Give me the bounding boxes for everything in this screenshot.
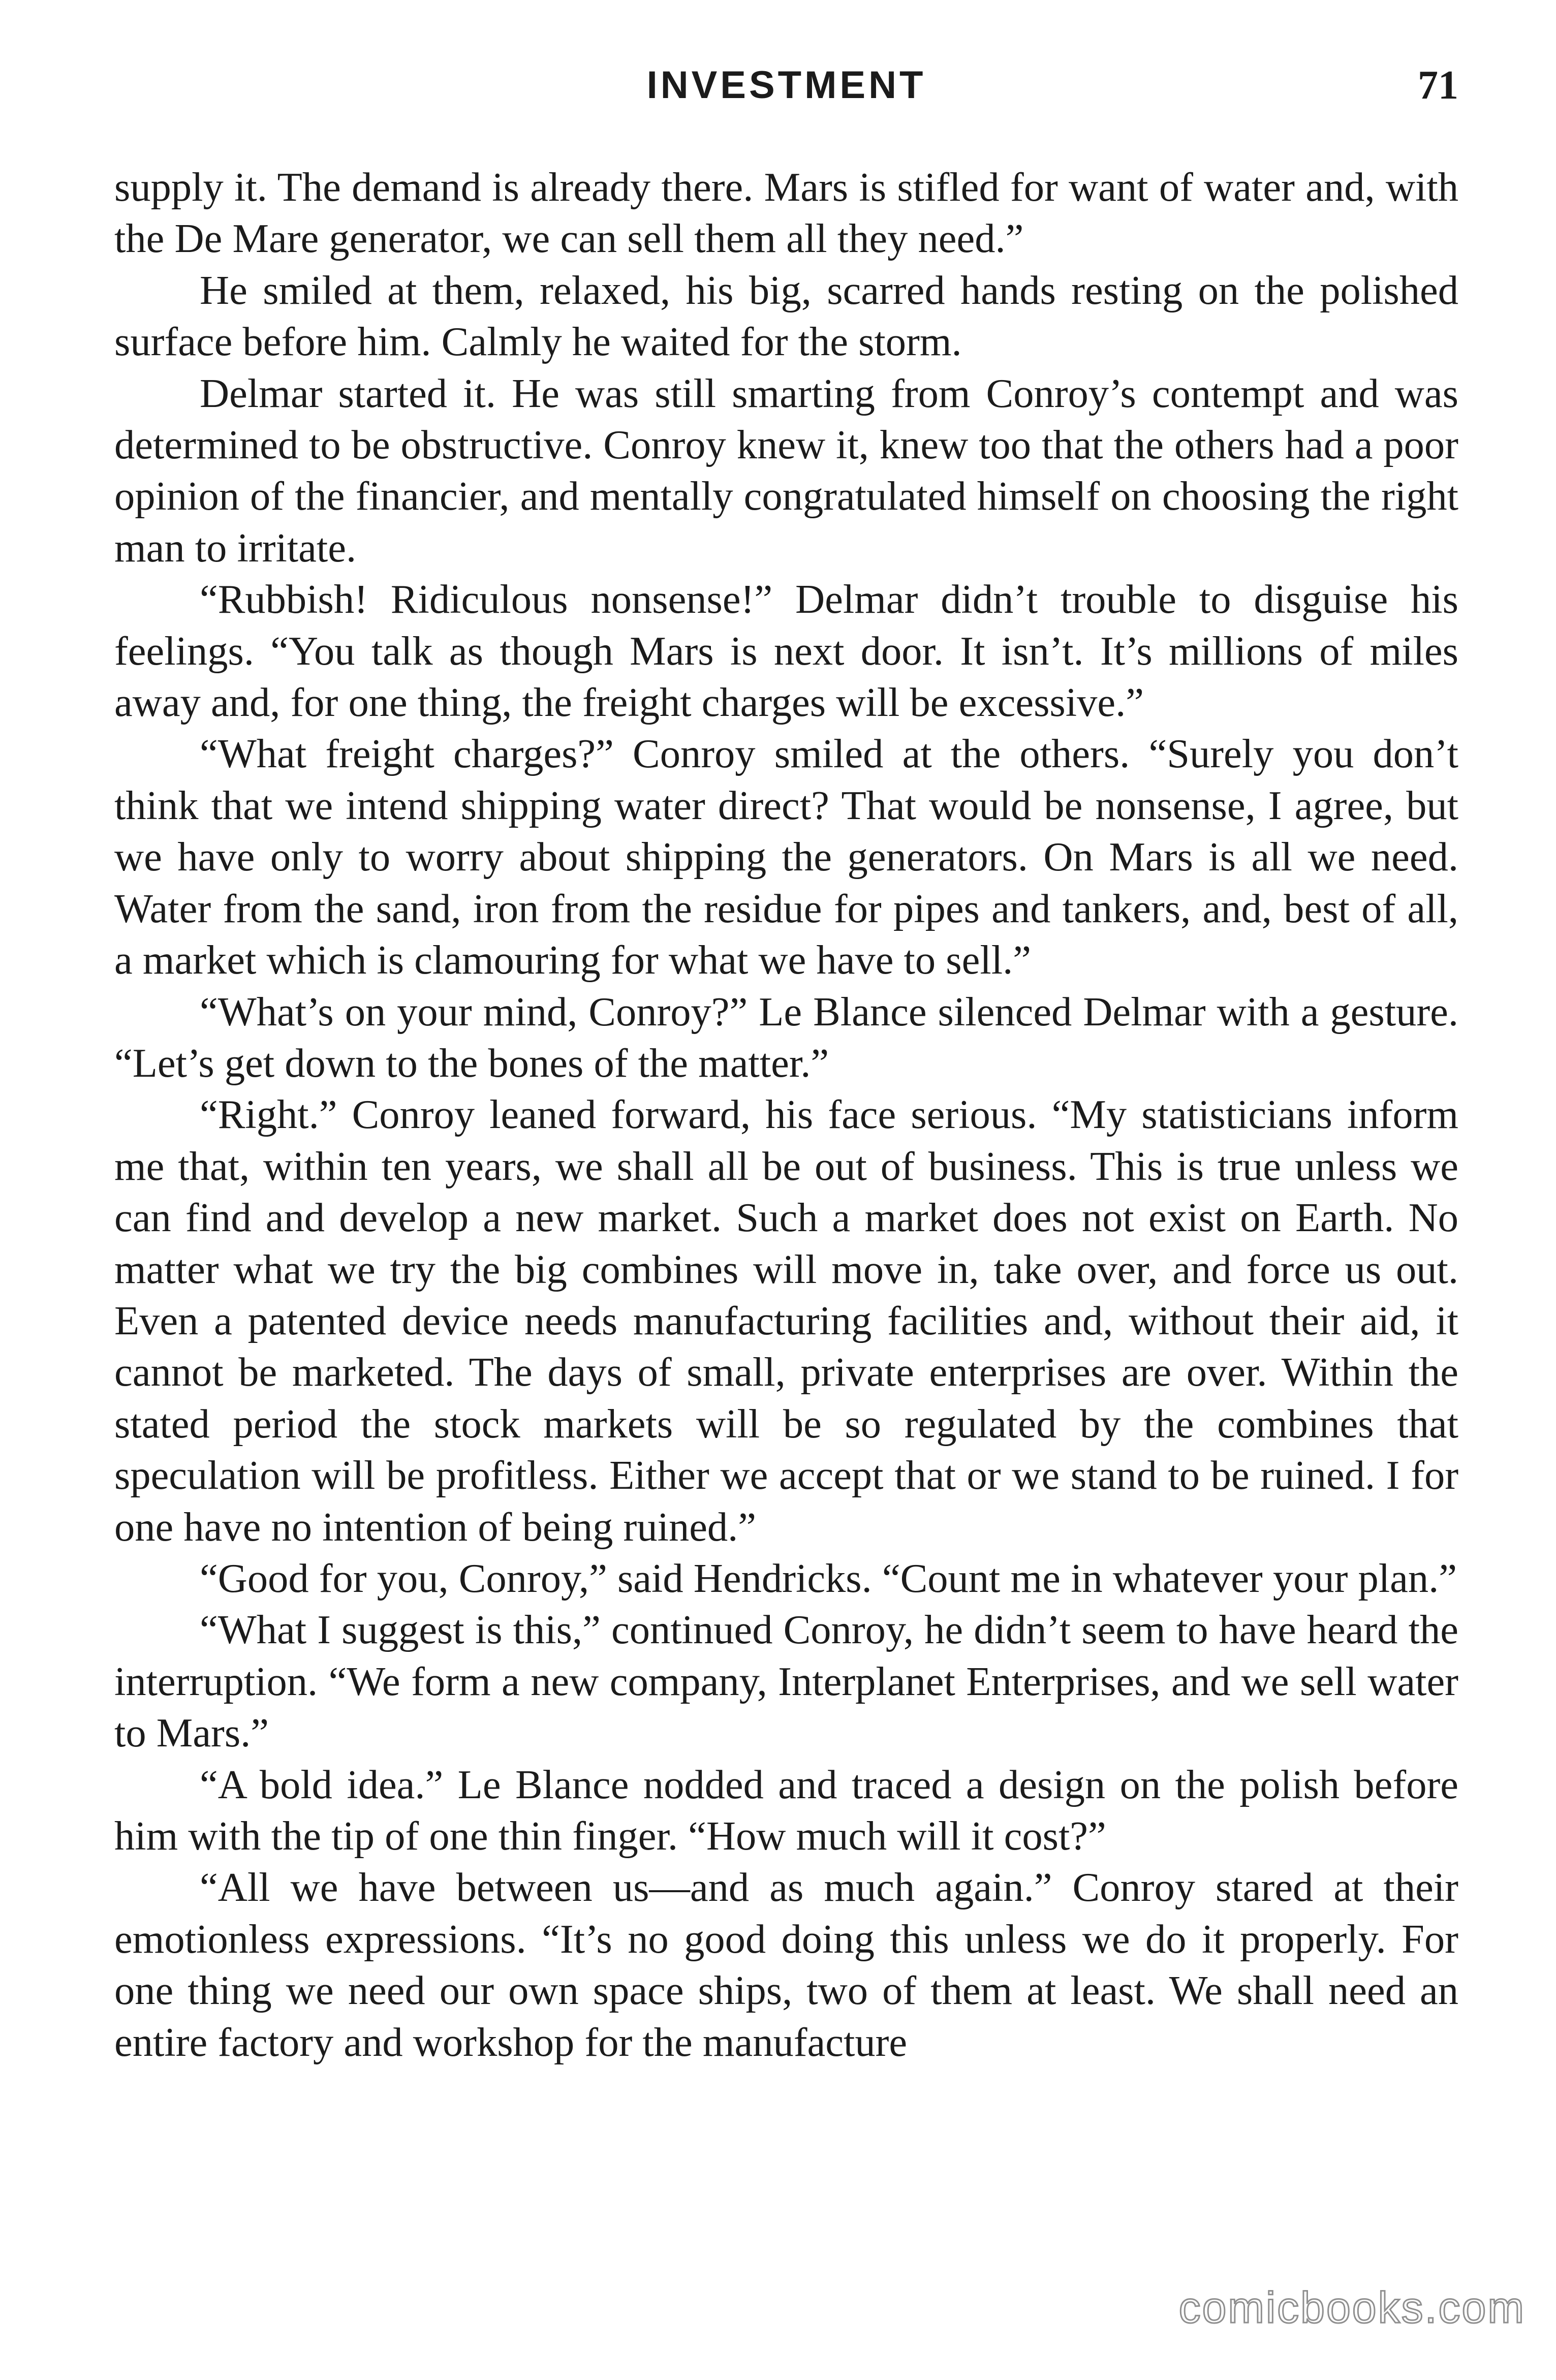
paragraph-2: He smiled at them, relaxed, his big, scarred hands resting on the polished surface before him. Calmly he waited for the storm. [114, 267, 1458, 365]
watermark: comicbooks.com [1178, 2283, 1526, 2332]
paragraph-1: supply it. The demand is already there. Mars is stifled for want of water and, with the De Mare generator, we can sell them all they need.” [114, 165, 1458, 262]
paragraph-7: “Right.” Conroy leaned forward, his face serious. “My statisticians inform me that, within ten years, we shall all be out of business. This is true unless we can find and develop a new market. Such a market does not exist on Earth. No matter what we try the big combines will move in, take over, and force us out. Even a patented device needs manufacturing facilities and, without their aid, it cannot be marketed. The days of small, private enterprises are over. Within the stated period the stock markets will be so regulated by the combines that speculation will be profitless. Either we accept that or we stand to be ruined. I for one have no intention of being ruined.” [114, 1092, 1458, 1550]
paragraph-5: “What freight charges?” Conroy smiled at the others. “Surely you don’t think that we intend shipping water direct? That would be nonsense, I agree, but we have only to worry about shipping the generators. On Mars is all we need. Water from the sand, iron from the residue for pipes and tankers, and, best of all, a market which is clamouring for what we have to sell.” [114, 731, 1458, 983]
paragraph-6: “What’s on your mind, Conroy?” Le Blance silenced Delmar with a gesture. “Let’s get down to the bones of the matter.” [114, 989, 1458, 1086]
body-text [114, 162, 1458, 2068]
running-head [114, 60, 1458, 111]
paragraph-8: “Good for you, Conroy,” said Hendricks. “Count me in whatever your plan.” [200, 1555, 1457, 1601]
paragraph-3: Delmar started it. He was still smarting from Conroy’s contempt and was determined to be obstructive. Conroy knew it, knew too that the others had a poor opinion of the financier, and mentally congratulated himself on choosing the right man to irritate. [114, 370, 1458, 571]
chapter-title: INVESTMENT [646, 64, 926, 107]
paragraph-9: “What I suggest is this,” continued Conroy, he didn’t seem to have heard the interruption. “We form a new company, Interplanet Enterprises, and we sell water to Mars.” [114, 1607, 1458, 1756]
page-number: 71 [1418, 63, 1458, 108]
paragraph-4: “Rubbish! Ridiculous nonsense!” Delmar didn’t trouble to disguise his feelings. “You talk as though Mars is next door. It isn’t. It’s millions of miles away and, for one thing, the freight charges will be excessive.” [114, 577, 1458, 726]
paragraph-10: “A bold idea.” Le Blance nodded and traced a design on the polish before him with the tip of one thin finger. “How much will it cost?” [114, 1762, 1458, 1859]
paragraph-11: “All we have between us—and as much again.” Conroy stared at their emotionless expressions. “It’s no good doing this unless we do it properly. For one thing we need our own space ships, two of them at least. We shall need an entire factory and workshop for the manufacture [114, 1865, 1458, 2065]
